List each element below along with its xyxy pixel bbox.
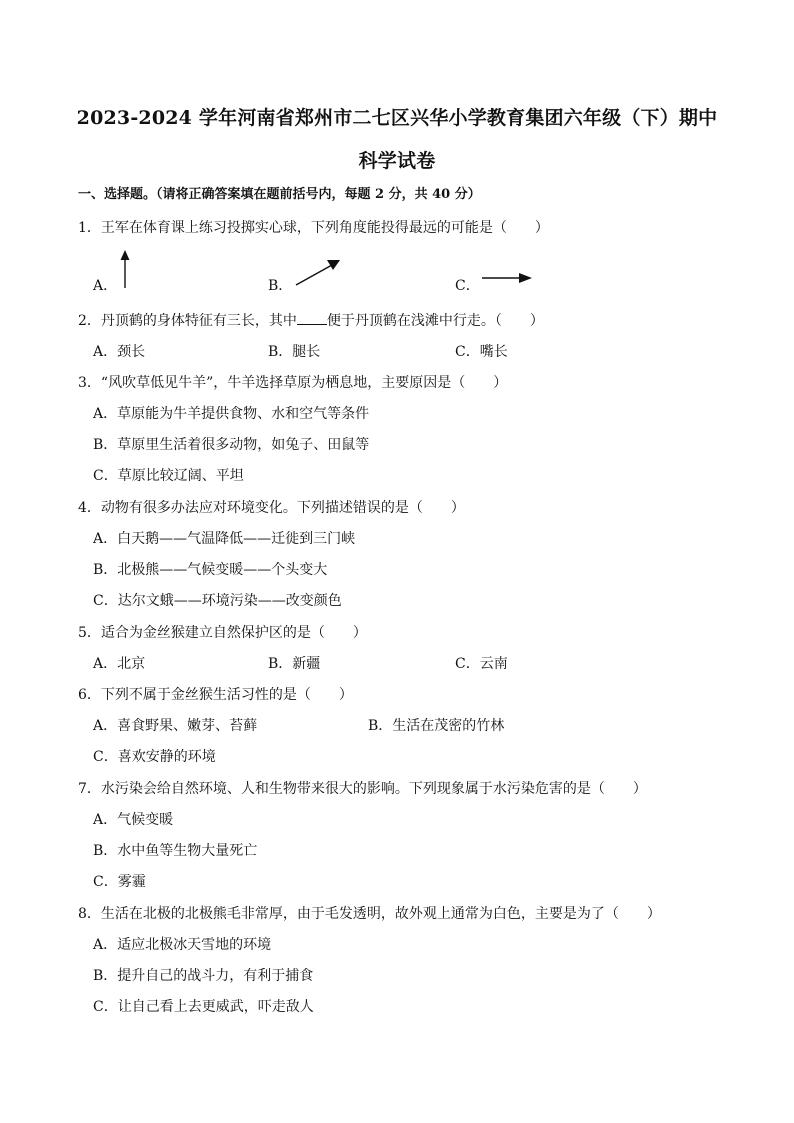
question-3-stem: 3．“风吹草低见牛羊”，牛羊选择草原为栖息地，主要原因是（ ） <box>78 375 508 391</box>
question-8-option-c: C．让自己看上去更威武，吓走敌人 <box>93 999 314 1015</box>
question-6-option-a: A．喜食野果、嫩芽、苔藓 <box>93 718 258 734</box>
question-5-stem: 5．适合为金丝猴建立自然保护区的是（ ） <box>78 625 367 641</box>
question-7-option-c: C．雾霾 <box>93 874 146 890</box>
question-1-option-b: B． <box>268 278 293 294</box>
question-2-stem <box>78 310 544 330</box>
question-1-option-c: C． <box>455 278 480 294</box>
question-6-option-b: B．生活在茂密的竹林 <box>368 718 505 734</box>
question-4-option-a: A．白天鹅——气温降低——迁徙到三门峡 <box>93 531 356 547</box>
question-4-option-b: B．北极熊——气候变暖——个头变大 <box>93 562 328 578</box>
question-7-stem: 7．水污染会给自然环境、人和生物带来很大的影响。下列现象属于水污染危害的是（ ） <box>78 781 647 797</box>
exam-title-line-1: 2023-2024 学年河南省郑州市二七区兴华小学教育集团六年级（下）期中 <box>76 107 718 129</box>
vertical-arrow-icon <box>118 250 132 290</box>
answer-blank <box>297 312 327 325</box>
question-7-option-b: B．水中鱼等生物大量死亡 <box>93 843 258 859</box>
question-1-stem: 1．王军在体育课上练习投掷实心球，下列角度能投得最远的可能是（ ） <box>78 220 549 236</box>
question-3-option-c: C．草原比较辽阔、平坦 <box>93 468 244 484</box>
question-8-option-b: B．提升自己的战斗力，有利于捕食 <box>93 968 314 984</box>
question-5-option-c: C．云南 <box>455 656 508 672</box>
question-4-stem: 4．动物有很多办法应对环境变化。下列描述错误的是（ ） <box>78 500 465 516</box>
question-2-option-b: B．腿长 <box>268 344 321 360</box>
question-8-stem: 8．生活在北极的北极熊毛非常厚，由于毛发透明，故外观上通常为白色，主要是为了（ ） <box>78 906 661 922</box>
question-8-option-a: A．适应北极冰天雪地的环境 <box>93 937 272 953</box>
question-6-option-c: C．喜欢安静的环境 <box>93 749 216 765</box>
question-5-option-a: A．北京 <box>93 656 146 672</box>
horizontal-arrow-icon <box>481 270 533 286</box>
question-3-option-a: A．草原能为牛羊提供食物、水和空气等条件 <box>93 406 370 422</box>
question-3-option-b: B．草原里生活着很多动物，如兔子、田鼠等 <box>93 437 370 453</box>
question-2-stem-after: 便于丹顶鹤在浅滩中行走。（ ） <box>326 313 544 329</box>
question-2-option-c: C．嘴长 <box>455 344 508 360</box>
question-6-stem: 6．下列不属于金丝猴生活习性的是（ ） <box>78 687 353 703</box>
section-heading: 一、选择题。（请将正确答案填在题前括号内，每题 2 分，共 40 分） <box>78 187 481 202</box>
question-5-option-b: B．新疆 <box>268 656 321 672</box>
question-2-stem-before: 2．丹顶鹤的身体特征有三长，其中 <box>78 313 297 329</box>
question-4-option-c: C．达尔文蛾——环境污染——改变颜色 <box>93 593 342 609</box>
question-7-option-a: A．气候变暖 <box>93 812 174 828</box>
diagonal-arrow-icon <box>294 258 342 288</box>
exam-title-line-2: 科学试卷 <box>358 150 436 172</box>
question-1-option-a: A． <box>93 278 118 294</box>
question-2-option-a: A．颈长 <box>93 344 146 360</box>
